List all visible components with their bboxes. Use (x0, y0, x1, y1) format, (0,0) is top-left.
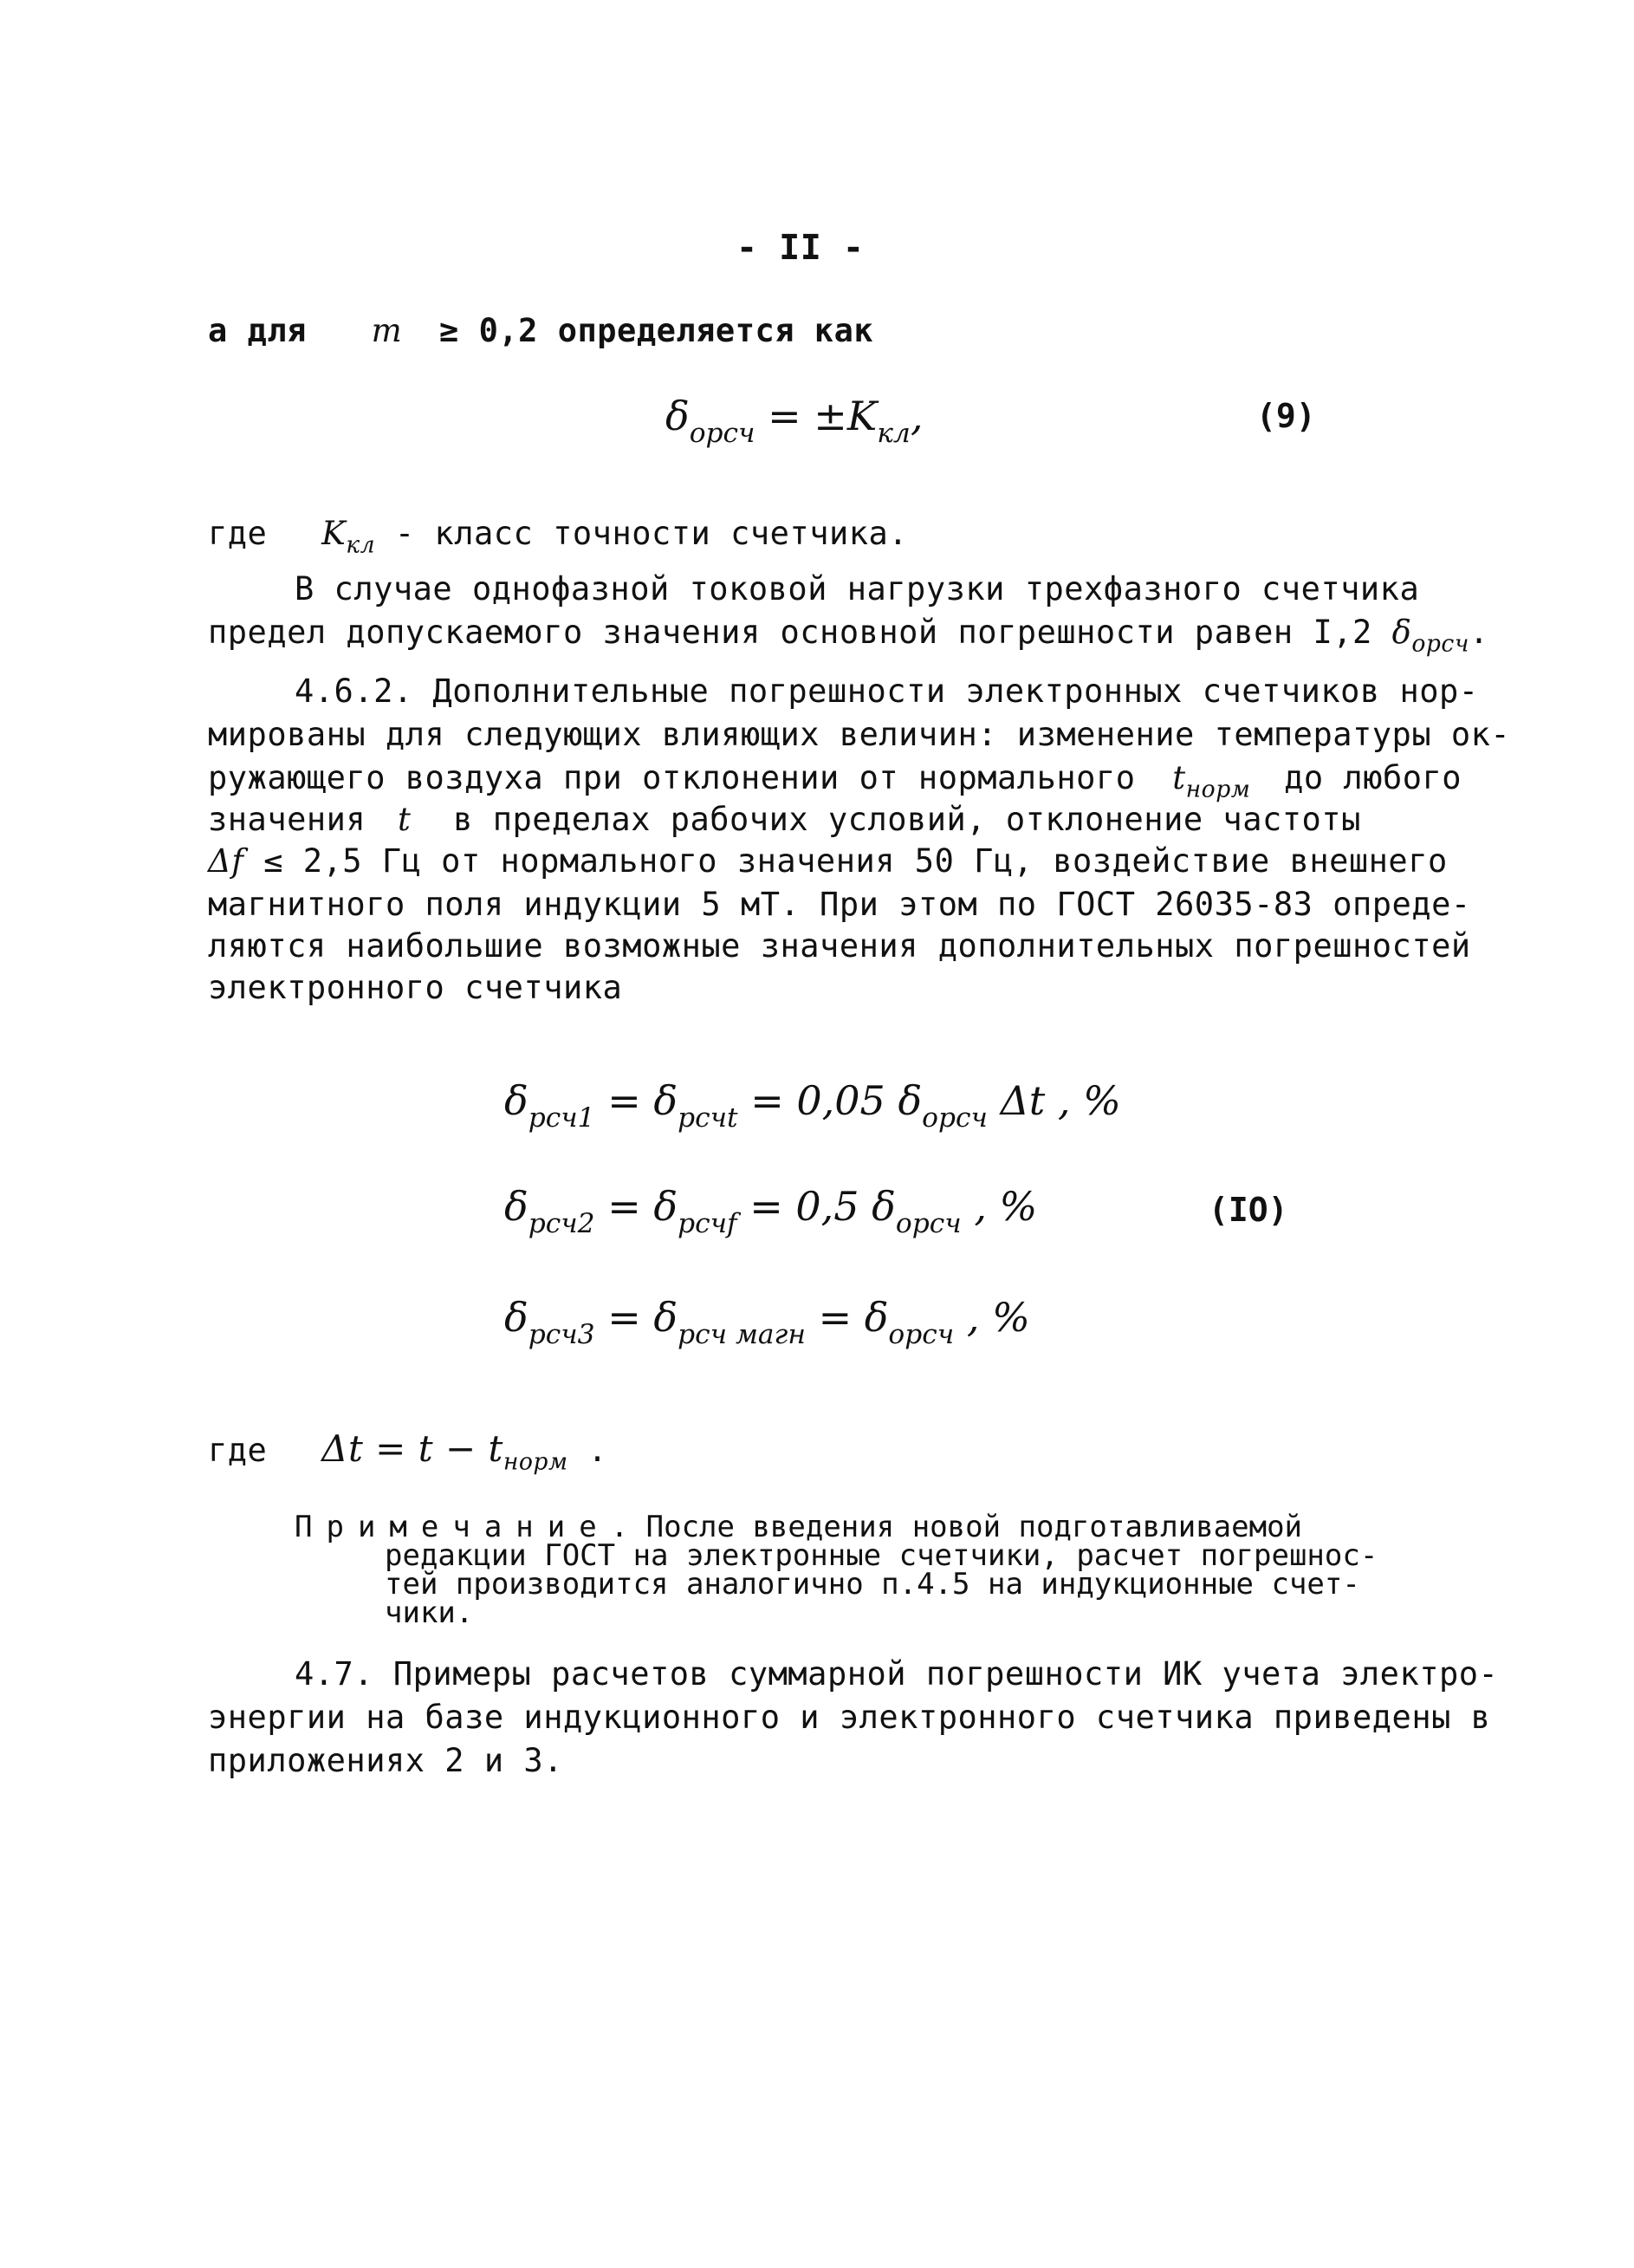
eq9-lhs: δ (665, 393, 690, 439)
eq10-row2-d: , % (974, 1183, 1038, 1230)
eq10-row1-b-sub: рсчt (678, 1102, 738, 1134)
para2-line5-b: ≤ 2,5 Гц от нормального значения 50 Гц, воздействие внешнего (263, 842, 1448, 880)
where1-var-sub: кл (346, 531, 376, 559)
where2-label: где (208, 1432, 268, 1469)
eq10-row2-b-sub: рсчf (678, 1208, 737, 1240)
eq10-row1-c-sub: орсч (922, 1102, 988, 1134)
para1-line2 (208, 612, 1489, 665)
equation-9 (665, 390, 923, 459)
para2-line3-a: ружающего воздуха при отклонении от нормального (208, 759, 1136, 796)
eq10-row2-c: = 0,5 δ (749, 1183, 896, 1230)
para2-line4-b: в пределах рабочих условий, отклонение частоты (453, 801, 1361, 838)
para2-line1: 4.6.2. Дополнительные погрешности электронных счетчиков нор- (295, 673, 1479, 710)
para2-line6: магнитного поля индукции 5 мТ. При этом по ГОСТ 26035-83 опреде- (208, 886, 1471, 923)
eq10-row3-c-sub: орсч (888, 1319, 955, 1351)
equation-10-row3 (504, 1291, 1030, 1361)
para2-line4-var: t (398, 801, 412, 838)
para3-line3: приложениях 2 и 3. (208, 1742, 563, 1779)
eq10-row2-c-sub: орсч (895, 1208, 962, 1240)
equation-9-number: (9) (1256, 397, 1316, 435)
para2-line2: мированы для следующих влияющих величин: изменение температуры ок- (208, 716, 1511, 753)
eq10-row3-a: δ (504, 1294, 528, 1341)
eq9-rhs-sub: кл (877, 418, 911, 450)
para2-line8: электронного счетчика (208, 969, 623, 1006)
where2-expr-sub: норм (503, 1448, 568, 1476)
para3-line2: энергии на базе индукционного и электронного счетчика приведены в (208, 1699, 1491, 1736)
eq9-tail: , (910, 393, 924, 439)
where1-label: где (208, 515, 268, 552)
eq10-row2-a-sub: рсч2 (528, 1208, 595, 1240)
para2-line5 (208, 841, 1448, 882)
eq9-rhs: = ±K (768, 393, 878, 439)
eq10-row3-b-sub: рсч магн (678, 1319, 806, 1351)
where-kkl-line (208, 513, 908, 566)
intro-m-var: m (371, 312, 403, 349)
where1-text: - класс точности счетчика. (394, 515, 909, 552)
where-dt-line (208, 1428, 607, 1483)
eq10-row2-a: δ (504, 1183, 528, 1230)
where1-var: K (321, 515, 347, 552)
para1-line2-var: δ (1391, 614, 1412, 651)
eq10-row3-c: = δ (818, 1294, 889, 1341)
equation-10-row1 (504, 1075, 1121, 1144)
eq10-row1-a: δ (504, 1077, 528, 1124)
para2-line3-var: t (1172, 759, 1186, 796)
eq10-row1-a-sub: рсч1 (528, 1102, 595, 1134)
para2-line3-sub: норм (1185, 776, 1251, 803)
eq10-row1-c: = 0,05 δ (750, 1077, 923, 1124)
intro-condition: ≥ 0,2 (439, 312, 538, 349)
eq10-row3-b: = δ (607, 1294, 678, 1341)
para2-line3-b: до любого (1284, 759, 1462, 796)
eq10-row1-b: = δ (607, 1077, 678, 1124)
note-title: Примечание (295, 1510, 611, 1544)
equation-10-number: (IO) (1209, 1191, 1288, 1229)
where2-tail: . (587, 1432, 608, 1469)
note-line1-text: . После введения новой подготавливаемой (610, 1510, 1303, 1544)
para2-line4-a: значения (208, 801, 366, 838)
where2-expr: Δt = t − t (321, 1427, 503, 1470)
para1-line2-text: предел допускаемого значения основной погрешности равен I,2 (208, 614, 1372, 651)
para1-line2-tail: . (1469, 614, 1489, 651)
intro-line (208, 310, 873, 352)
eq10-row3-a-sub: рсч3 (528, 1319, 595, 1351)
para2-line7: ляются наибольшие возможные значения дополнительных погрешностей (208, 927, 1471, 965)
eq10-row2-b: = δ (607, 1183, 678, 1230)
equation-10-row2 (504, 1180, 1037, 1250)
note-line2: редакции ГОСТ на электронные счетчики, расчет погрешнос- (385, 1538, 1378, 1573)
para1-line2-sub: орсч (1411, 630, 1469, 658)
eq9-lhs-sub: орсч (689, 418, 755, 450)
page-number: - II - (736, 228, 865, 268)
intro-prefix: а для (208, 312, 307, 349)
para2-line5-var: Δf (208, 842, 244, 880)
eq10-row3-d: , % (966, 1294, 1030, 1341)
note-line3: тей производится аналогично п.4.5 на индукционные счет- (385, 1567, 1360, 1602)
para1-line1: В случае однофазной токовой нагрузки трехфазного счетчика (295, 570, 1420, 608)
para2-line4 (208, 799, 1361, 841)
note-line4: чики. (385, 1595, 474, 1630)
eq10-row1-d: Δt , % (1000, 1077, 1121, 1124)
intro-suffix: определяется как (557, 312, 874, 349)
para3-line1: 4.7. Примеры расчетов суммарной погрешности ИК учета электро- (295, 1655, 1499, 1693)
